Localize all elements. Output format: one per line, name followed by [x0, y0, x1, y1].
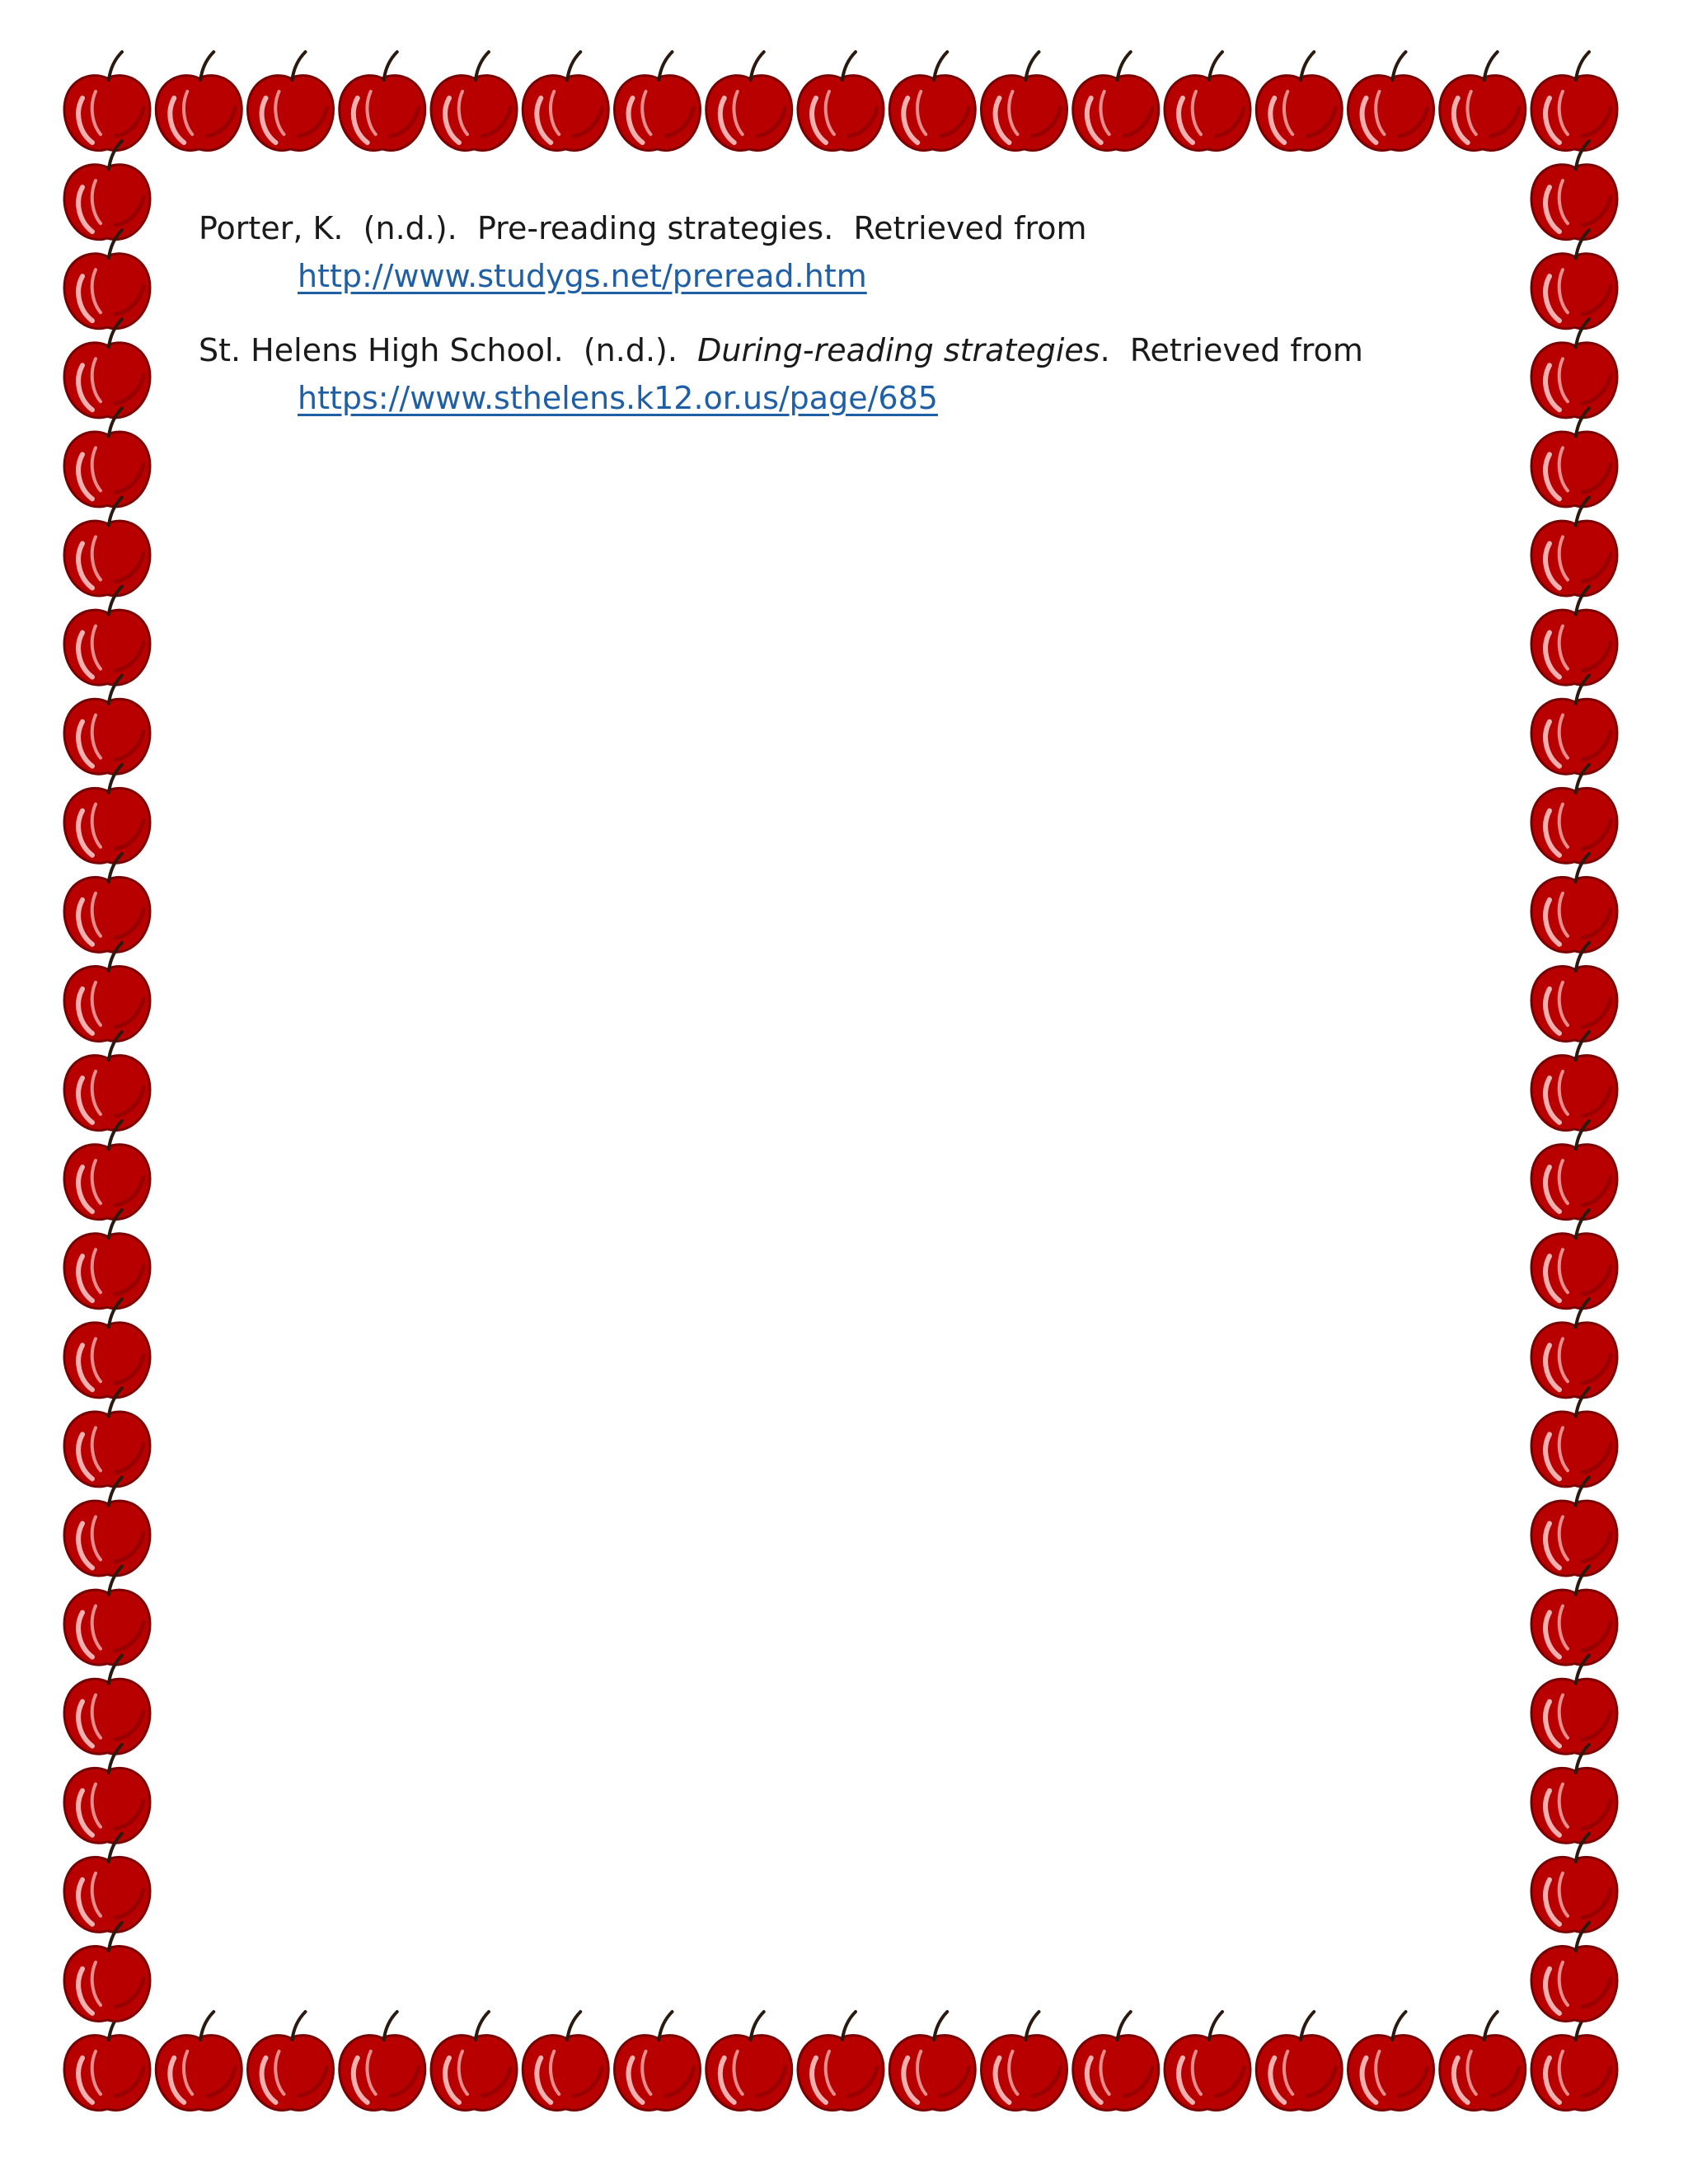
apple-icon: [889, 2012, 975, 2111]
reference-title: Pre-reading strategies.: [476, 210, 834, 246]
apple-icon: [1440, 52, 1526, 151]
apple-icon: [1531, 943, 1617, 1042]
apple-icon: [982, 2012, 1067, 2111]
apple-icon: [1531, 676, 1617, 775]
apple-icon: [431, 2012, 517, 2111]
apple-icon: [1531, 1210, 1617, 1309]
apple-icon: [615, 2012, 701, 2111]
apple-icon: [1440, 2012, 1526, 2111]
reference-entry-2: [199, 326, 1501, 422]
apple-icon: [1073, 52, 1159, 151]
apple-icon: [706, 52, 792, 151]
apple-icon: [1531, 1299, 1617, 1398]
apple-icon: [706, 2012, 792, 2111]
apple-icon: [1531, 497, 1617, 596]
apple-icon: [889, 52, 975, 151]
apple-icon: [64, 1032, 150, 1131]
apple-icon: [1531, 2012, 1617, 2111]
apple-icon: [64, 1567, 150, 1666]
apple-icon: [64, 408, 150, 507]
apple-icon: [64, 587, 150, 686]
apple-icon: [64, 1745, 150, 1844]
apple-icon: [64, 2012, 150, 2111]
apple-icon: [1531, 1121, 1617, 1220]
apple-icon: [1531, 408, 1617, 507]
apple-icon: [1531, 319, 1617, 418]
apple-icon: [64, 1477, 150, 1576]
apple-icon: [982, 52, 1067, 151]
apple-icon: [1531, 1032, 1617, 1131]
apple-icon: [1165, 52, 1250, 151]
apple-icon: [523, 2012, 608, 2111]
apple-icon: [1531, 1923, 1617, 2022]
apple-icon: [1531, 854, 1617, 953]
reference-link[interactable]: http://www.studygs.net/preread.htm: [298, 258, 867, 294]
apple-icon: [1531, 52, 1617, 151]
apple-icon: [1531, 230, 1617, 329]
reference-title: During-reading strategies: [697, 332, 1100, 368]
reference-date: (n.d.).: [583, 332, 678, 368]
apple-icon: [340, 2012, 425, 2111]
apple-icon: [64, 52, 150, 151]
apple-icon: [523, 52, 608, 151]
apple-icon: [64, 1210, 150, 1309]
apple-icon: [64, 1923, 150, 2022]
apple-icon: [615, 52, 701, 151]
reference-date: (n.d.).: [363, 210, 457, 246]
reference-entry-1: [199, 204, 1501, 300]
apple-icon: [1256, 52, 1342, 151]
apple-icon: [64, 497, 150, 596]
apple-icon: [64, 676, 150, 775]
apple-icon: [64, 765, 150, 864]
reference-list: [199, 204, 1501, 448]
apple-icon: [64, 319, 150, 418]
apple-icon: [64, 1656, 150, 1755]
apple-icon: [1165, 2012, 1250, 2111]
apple-icon: [340, 52, 425, 151]
apple-icon: [798, 2012, 884, 2111]
apple-icon: [64, 1834, 150, 1933]
reference-retrieved-label: Retrieved from: [853, 210, 1087, 246]
apple-icon: [1531, 1477, 1617, 1576]
apple-icon: [431, 52, 517, 151]
reference-author: St. Helens High School.: [199, 332, 564, 368]
apple-icon: [64, 1121, 150, 1220]
apple-icon: [1531, 141, 1617, 240]
apple-icon: [1531, 587, 1617, 686]
apple-icon: [798, 52, 884, 151]
apple-icon: [1073, 2012, 1159, 2111]
reference-title-suffix: .: [1100, 332, 1110, 368]
apple-icon: [64, 230, 150, 329]
apple-icon: [1531, 1656, 1617, 1755]
apple-icon: [1531, 1388, 1617, 1487]
reference-link[interactable]: https://www.sthelens.k12.or.us/page/685: [298, 380, 938, 416]
apple-icon: [1348, 52, 1434, 151]
apple-icon: [1531, 765, 1617, 864]
apple-icon: [1531, 1834, 1617, 1933]
apple-icon: [248, 52, 334, 151]
reference-author: Porter, K.: [199, 210, 344, 246]
apple-icon: [64, 141, 150, 240]
apple-icon: [1348, 2012, 1434, 2111]
apple-icon: [1531, 1745, 1617, 1844]
reference-retrieved-label: Retrieved from: [1129, 332, 1363, 368]
apple-icon: [156, 2012, 241, 2111]
apple-icon: [1531, 1567, 1617, 1666]
apple-icon: [64, 854, 150, 953]
apple-icon: [1256, 2012, 1342, 2111]
apple-icon: [156, 52, 241, 151]
apple-icon: [248, 2012, 334, 2111]
apple-icon: [64, 1299, 150, 1398]
apple-icon: [64, 943, 150, 1042]
apple-icon: [64, 1388, 150, 1487]
